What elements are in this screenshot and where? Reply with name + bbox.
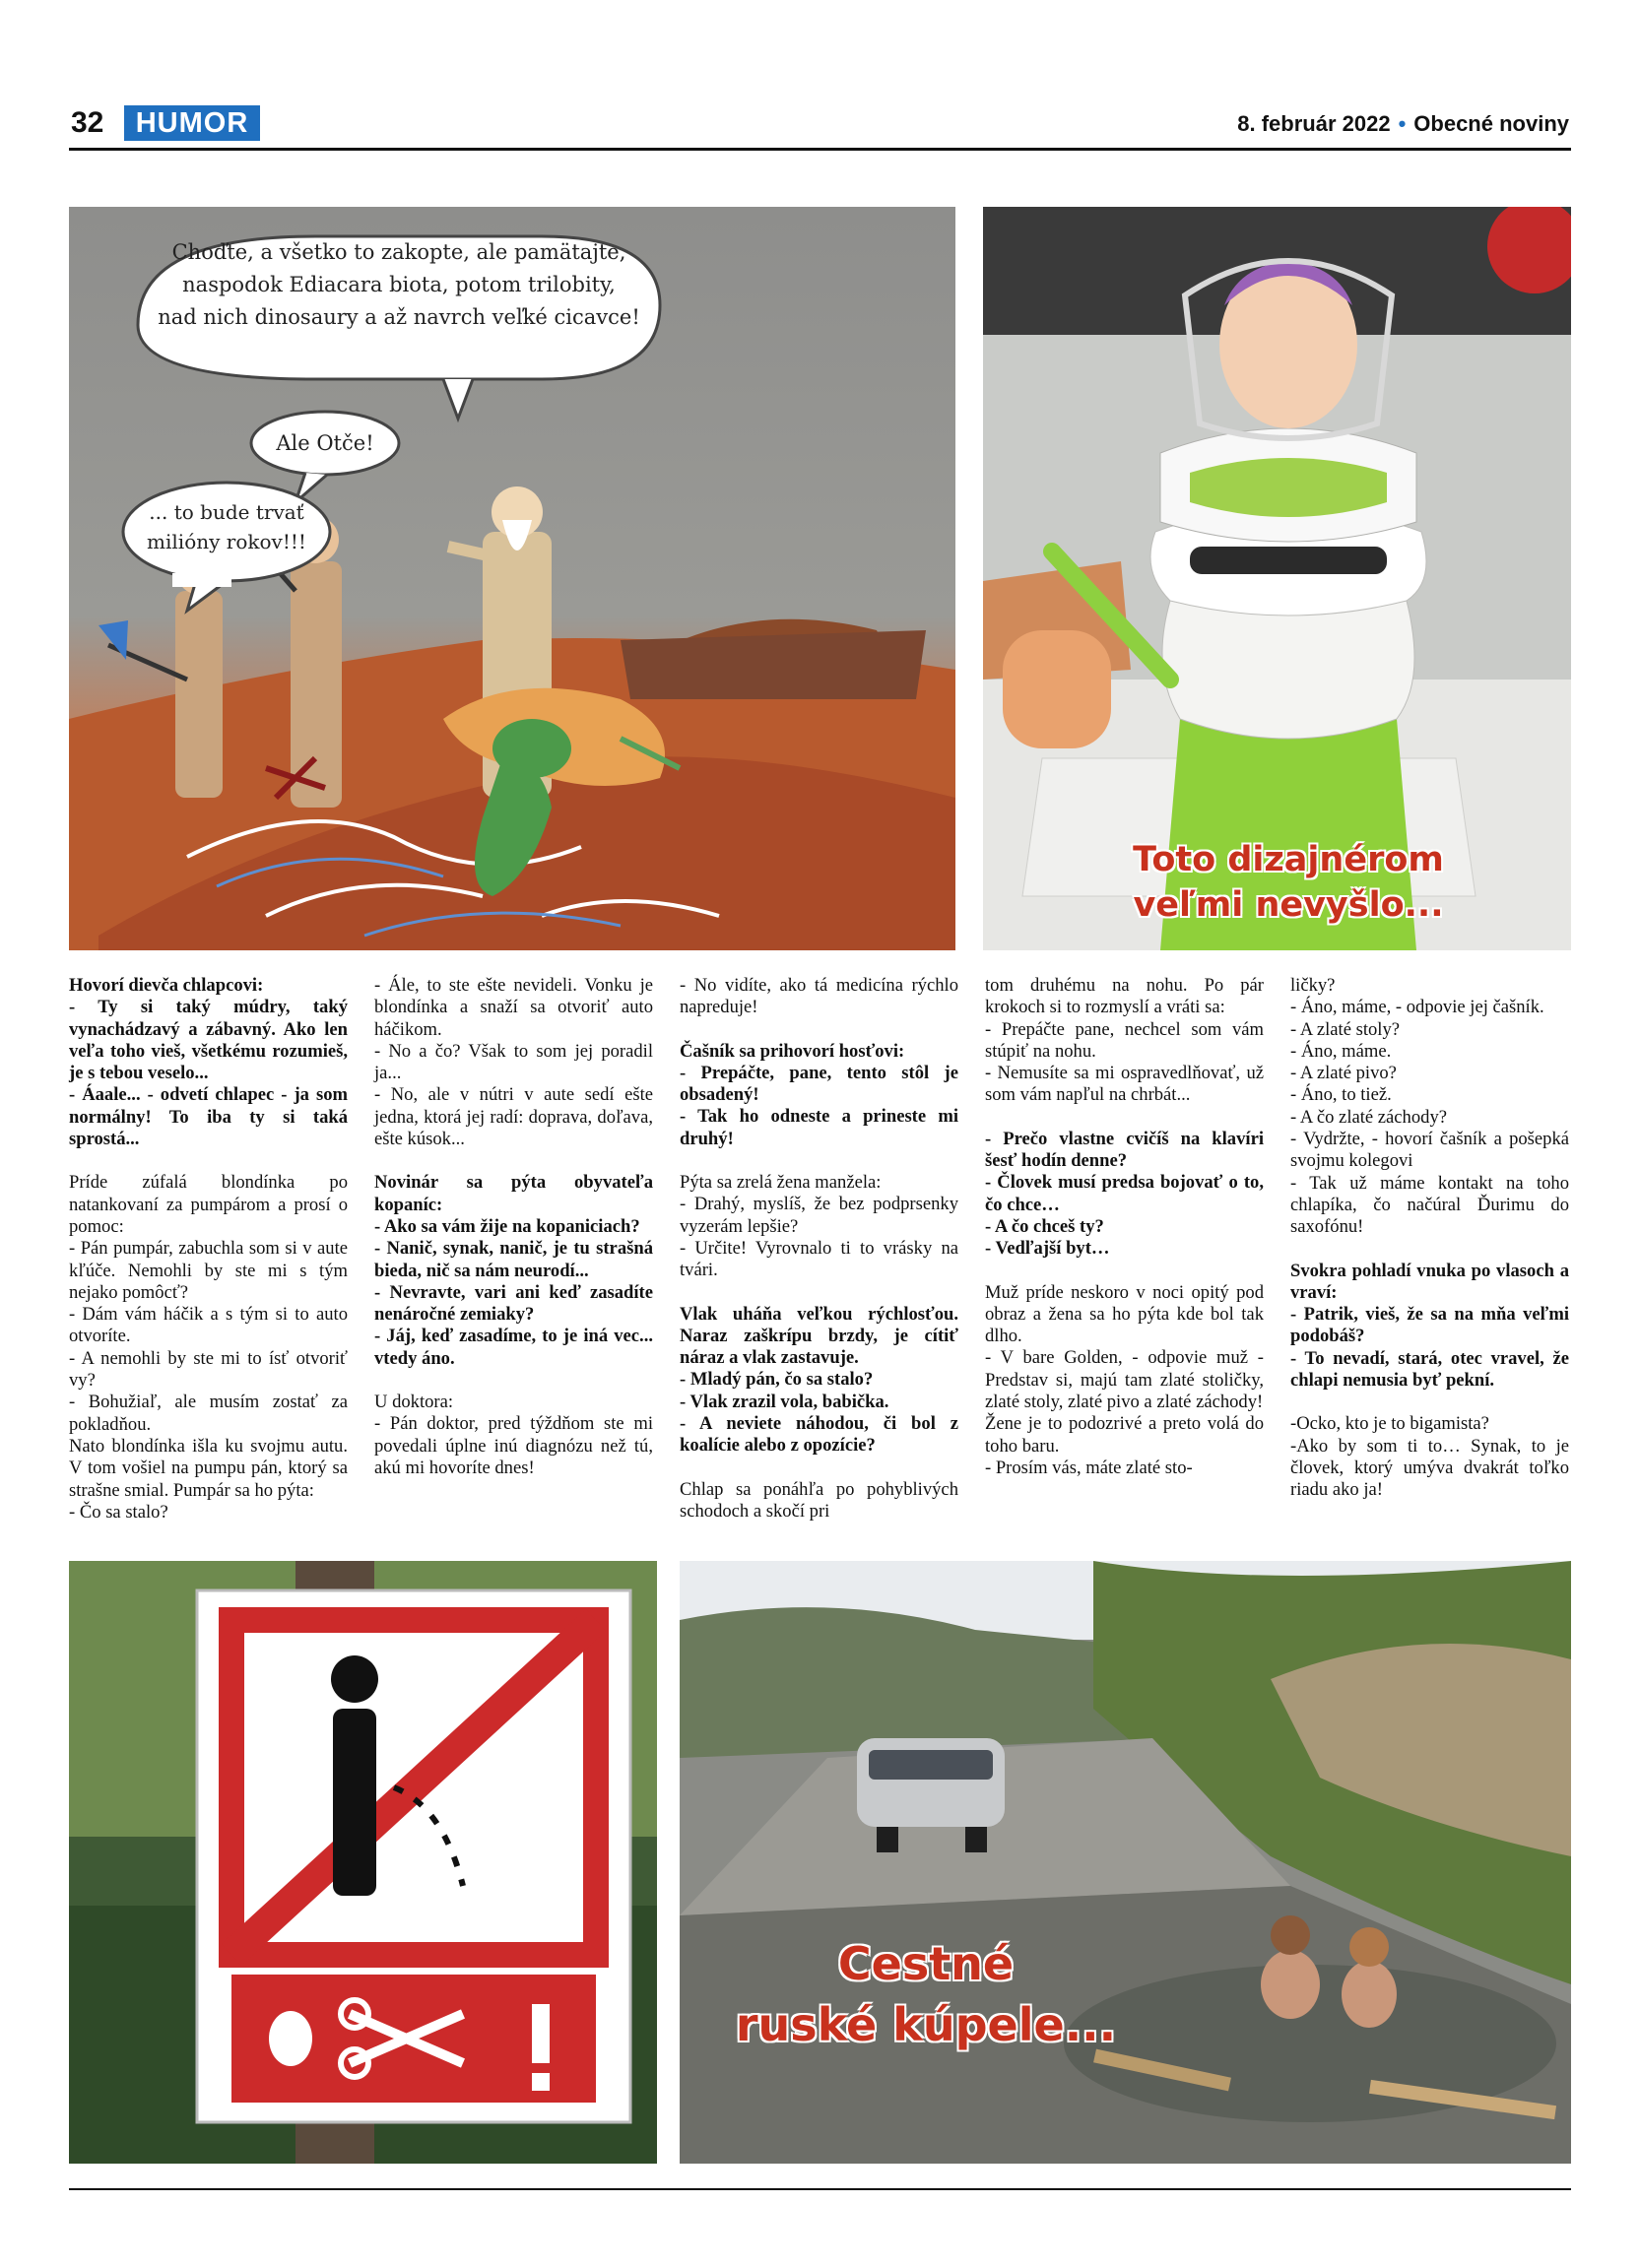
joke-line: - Bohužiaľ, ale musím zostať za pokladňou. — [69, 1392, 348, 1435]
joke-line: - Vedľajší byt… — [985, 1238, 1110, 1260]
joke-line: - Patrik, vieš, že sa na mňa veľmi podobáš? — [1290, 1304, 1569, 1347]
joke-line: - A zlaté pivo? — [1290, 1063, 1397, 1084]
joke-block — [680, 1041, 958, 1150]
caption-buzz-line-2: veľmi nevyšlo... — [1133, 885, 1444, 925]
joke-line: - Mladý pán, čo sa stalo? — [680, 1369, 874, 1391]
caption-buzz-line-1: Toto dizajnérom — [1133, 840, 1444, 879]
caption-buzz — [1042, 837, 1535, 928]
joke-line: Čašník sa prihovorí hosťovi: — [680, 1040, 905, 1062]
joke-block — [680, 975, 958, 1019]
joke-block — [985, 1129, 1264, 1261]
bubble-1-line: Choďte, a všetko to zakopte, ale pamätajte, — [171, 240, 626, 264]
column-items — [985, 975, 1264, 1479]
separator-dot: • — [1398, 111, 1407, 136]
text-column-2 — [374, 975, 653, 1501]
column-items — [69, 975, 348, 1523]
joke-line: - Prosím vás, máte zlaté sto- — [985, 1457, 1193, 1478]
joke-line: Žene je to podozrivé a preto volá do toho baru. — [985, 1413, 1264, 1457]
joke-line: - Áno, to tiež. — [1290, 1084, 1392, 1106]
joke-line: - To nevadí, stará, otec vravel, že chlapi nemusia byť pekní. — [1290, 1347, 1569, 1392]
joke-block — [680, 1479, 958, 1523]
issue-date: 8. február 2022 — [1237, 111, 1391, 136]
joke-line: - No, ale v nútri v aute sedí ešte jedna, ktorá jej radí: doprava, doľava, ešte kúsok... — [374, 1084, 653, 1150]
speech-bubble-2: Ale Otče! — [276, 431, 374, 455]
joke-line: - Pán pumpár, zabuchla som si v aute kľúče. Nemohli by ste mi s tým nejako pomôcť? — [69, 1238, 348, 1303]
joke-line: -Ocko, kto je to bigamista? — [1290, 1413, 1489, 1435]
joke-line: - Prepáčte, pane, tento stôl je obsadený! — [680, 1062, 958, 1106]
joke-line: - Áno, máme. — [1290, 1040, 1392, 1062]
section-label: HUMOR — [124, 105, 260, 141]
joke-line: - Vydržte, - hovorí čašník a pošepká svojmu kolegovi — [1290, 1129, 1569, 1172]
joke-line: U doktora: — [374, 1392, 454, 1413]
joke-block — [985, 975, 1264, 1107]
joke-line: - Áaale... - odvetí chlapec - ja som normálny! To iba ty si taká sprostá... — [69, 1084, 348, 1150]
joke-line: - Dám vám háčik a s tým si to auto otvoríte. — [69, 1304, 348, 1347]
joke-block — [1290, 1261, 1569, 1393]
joke-line: Vlak uháňa veľkou rýchlosťou. Naraz zaškrípu brzdy, je cítiť náraz a vlak zastavuje. — [680, 1303, 958, 1369]
joke-line: - Vlak zrazil vola, babička. — [680, 1391, 889, 1412]
joke-line: Príde zúfalá blondínka po natankovaní za pumpárom a prosí o pomoc: — [69, 1172, 348, 1237]
joke-line: Chlap sa ponáhľa po pohyblivých schodoch a skočí pri — [680, 1478, 958, 1522]
joke-line: - Prečo vlastne cvičíš na klavíri šesť hodín denne? — [985, 1128, 1264, 1172]
bubble-3-line: milióny rokov!!! — [147, 530, 306, 553]
bubble-3-line: ... to bude trvať — [149, 500, 304, 524]
publication-name: Obecné noviny — [1413, 111, 1569, 136]
joke-line: - A neviete náhodou, či bol z koalície alebo z opozície? — [680, 1413, 958, 1457]
joke-block — [69, 1172, 348, 1523]
column-items — [1290, 975, 1569, 1502]
joke-line: - V bare Golden, - odpovie muž - Predstav si, majú tam zlaté stoličky, zlaté stoly, zlaté pivo a zlaté záchody! — [985, 1347, 1264, 1413]
joke-line: ličky? — [1290, 975, 1336, 996]
joke-line: - Áno, máme, - odpovie jej čašník. — [1290, 997, 1544, 1018]
joke-line: Nato blondínka išla ku svojmu autu. V tom vošiel na pumpu pán, ktorý sa strašne smial. Pumpár sa ho pýta: — [69, 1435, 348, 1501]
joke-block — [1290, 1413, 1569, 1501]
joke-line: - A zlaté stoly? — [1290, 1018, 1401, 1040]
caption-road-line-1: Cestné — [837, 1937, 1015, 1990]
joke-line: - Pán doktor, pred týždňom ste mi povedali úplne inú diagnózu než tú, akú mi hovoríte dnes! — [374, 1413, 653, 1478]
joke-line: - Nemusíte sa mi ospravedlňovať, už som vám napľul na chrbát... — [985, 1063, 1264, 1106]
joke-line: Hovorí dievča chlapcovi: — [69, 975, 264, 996]
joke-line: - Tak ho odneste a prineste mi druhý! — [680, 1106, 958, 1149]
joke-block — [985, 1282, 1264, 1480]
joke-line: - Prepáčte pane, nechcel som vám stúpiť na nohu. — [985, 1018, 1264, 1062]
photo-road-bath — [680, 1561, 1571, 2164]
joke-line: -Ako by som ti to… Synak, to je človek, ktorý umýva dvakrát toľko riadu ako ja! — [1290, 1435, 1569, 1501]
joke-line: tom druhému na nohu. Po pár krokoch si to rozmyslí a vráti sa: — [985, 975, 1264, 1018]
joke-line: Muž príde neskoro v noci opitý pod obraz a žena sa ho pýta kde bol tak dlho. — [985, 1281, 1264, 1347]
joke-line: - Jáj, keď zasadíme, to je iná vec... vtedy áno. — [374, 1326, 653, 1369]
joke-line: - Čo sa stalo? — [69, 1501, 168, 1523]
joke-line: - Tak už máme kontakt na toho chlapíka, čo načúral Ďurimu do saxofónu! — [1290, 1172, 1569, 1238]
bubble-1-line: nad nich dinosaury a až navrch veľké cicavce! — [158, 305, 640, 329]
header-rule — [69, 148, 1571, 151]
joke-block — [374, 975, 653, 1150]
joke-line: - Drahý, myslíš, že bez podprsenky vyzerám lepšie? — [680, 1194, 958, 1237]
joke-line: - A čo chceš ty? — [985, 1215, 1104, 1237]
joke-line: - No vidíte, ako tá medicína rýchlo napreduje! — [680, 975, 958, 1018]
cartoon-noah — [69, 207, 955, 950]
joke-line: - A nemohli by ste mi to ísť otvoriť vy? — [69, 1347, 348, 1392]
text-column-3 — [680, 975, 958, 1544]
joke-line: Pýta sa zrelá žena manžela: — [680, 1172, 882, 1194]
text-column-4 — [985, 975, 1264, 1501]
speech-bubble-1 — [138, 236, 660, 334]
joke-line: - Určite! Vyrovnalo ti to vrásky na tvári. — [680, 1237, 958, 1281]
joke-line: - Ále, to ste ešte nevideli. Vonku je blondínka a snaží sa otvoriť auto háčikom. — [374, 975, 653, 1040]
joke-block — [374, 1392, 653, 1479]
joke-line: - Ako sa vám žije na kopaniciach? — [374, 1215, 640, 1237]
caption-road — [709, 1933, 1143, 2055]
page-number: 32 — [71, 106, 104, 139]
joke-block — [374, 1172, 653, 1370]
joke-line: - Ty si taký múdry, taký vynachádzavý a zábavný. Ako len veľa toho vieš, všetkému rozumieš, je s tebou veselo... — [69, 997, 348, 1084]
joke-block — [680, 1304, 958, 1458]
column-items — [374, 975, 653, 1479]
joke-line: Svokra pohladí vnuka po vlasoch a vraví: — [1290, 1260, 1569, 1303]
joke-block — [1290, 975, 1569, 1239]
photo-buzz-bottle — [983, 207, 1571, 950]
speech-bubble-3 — [123, 497, 330, 556]
joke-line: - No a čo? Však to som jej poradil ja... — [374, 1040, 653, 1084]
issue-info — [1237, 109, 1569, 139]
bubble-1-line: naspodok Ediacara biota, potom trilobity, — [182, 273, 616, 296]
joke-line: - Človek musí predsa bojovať o to, čo chce… — [985, 1172, 1264, 1215]
joke-line: - Nevravte, vari ani keď zasadíte nenáročné zemiaky? — [374, 1281, 653, 1326]
joke-block — [69, 975, 348, 1150]
column-items — [680, 975, 958, 1523]
text-column-5 — [1290, 975, 1569, 1523]
text-column-1 — [69, 975, 348, 1545]
footer-rule — [69, 2188, 1571, 2190]
joke-line: - Nanič, synak, nanič, je tu strašná bieda, nič sa nám neurodí... — [374, 1238, 653, 1281]
joke-line: Novinár sa pýta obyvateľa kopaníc: — [374, 1172, 653, 1215]
joke-block — [680, 1172, 958, 1281]
caption-road-line-2: ruské kúpele... — [735, 1998, 1117, 2051]
joke-line: - A čo zlaté záchody? — [1290, 1106, 1447, 1128]
photo-no-urinating-sign — [69, 1561, 657, 2164]
